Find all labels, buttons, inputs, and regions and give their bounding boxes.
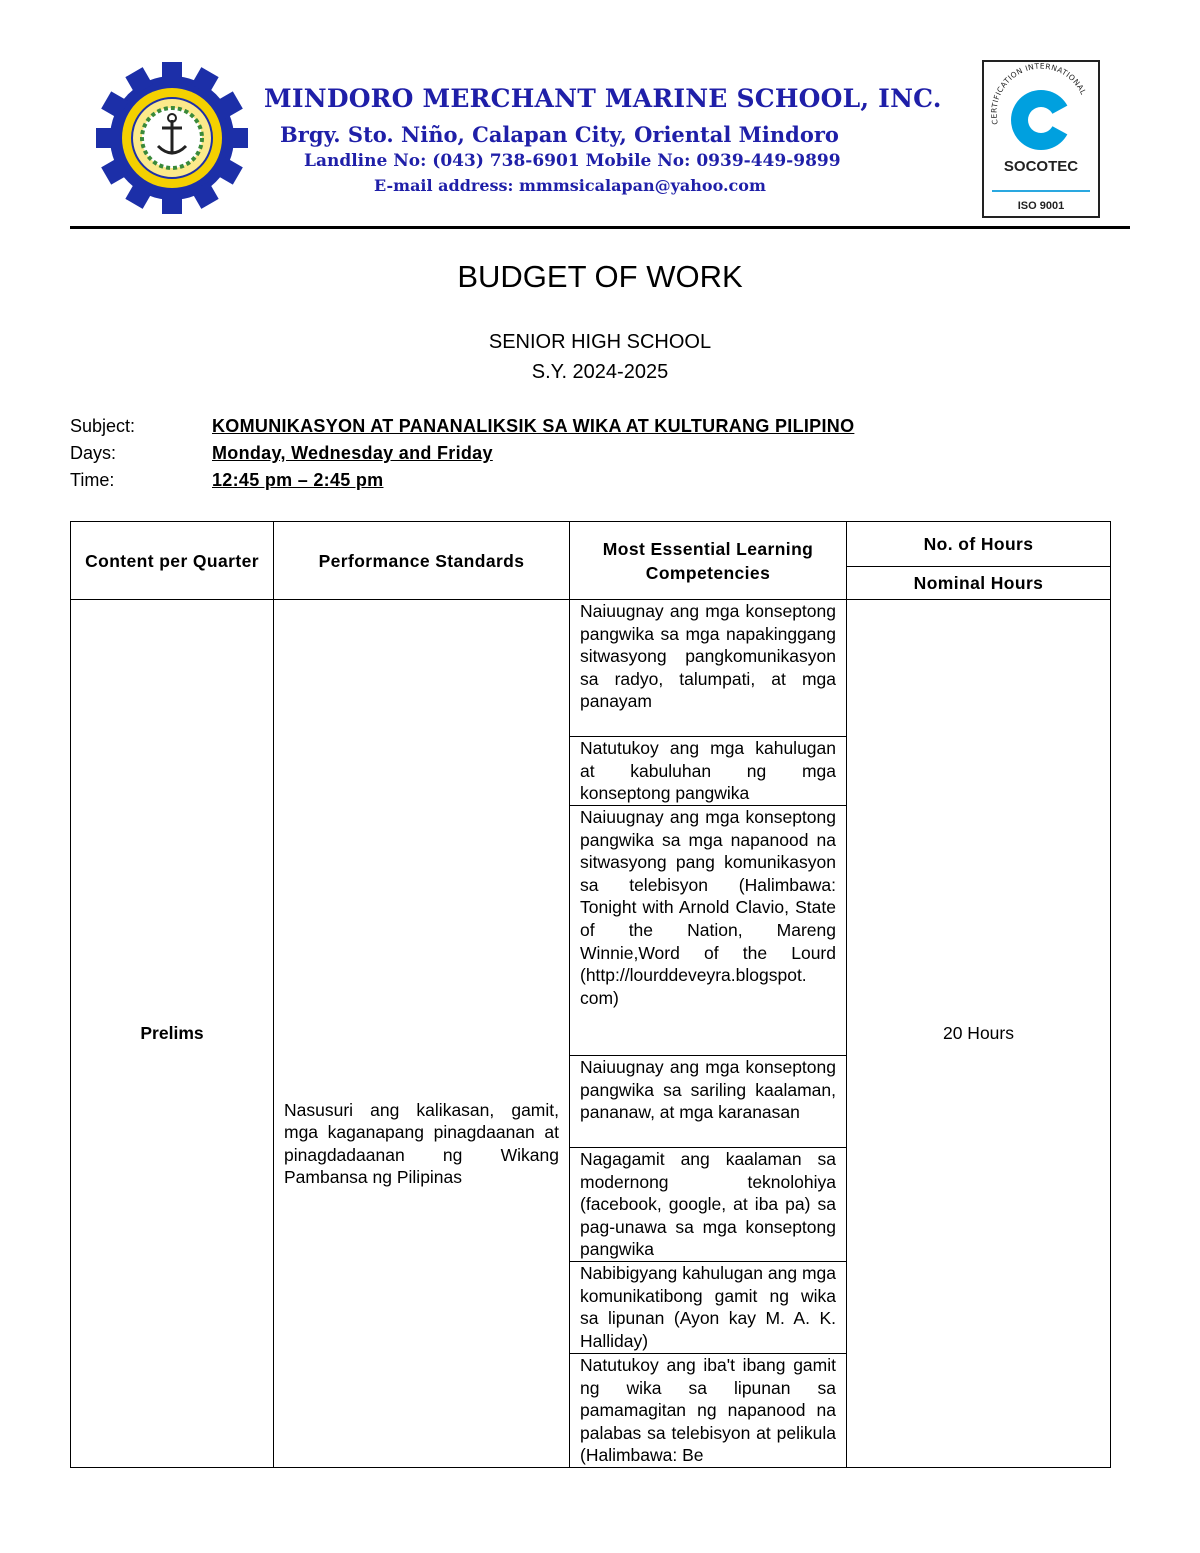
school-name: MINDORO MERCHANT MARINE SCHOOL, INC.: [264, 84, 942, 113]
time-value: 12:45 pm – 2:45 pm: [212, 470, 384, 490]
competency-cell: [570, 1262, 847, 1354]
header-competencies: Most Essential Learning Competencies: [570, 522, 847, 600]
competency-text: Natutukoy ang mga kahulugan at kabuluhan ng mga konseptong pangwika: [580, 738, 836, 804]
hours-cell: 20 Hours: [847, 600, 1111, 1468]
content-quarter-cell: Prelims: [71, 600, 274, 1468]
performance-standard-text: Nasusuri ang kalikasan, gamit, mga kaganapang pinagdaanan at pinagdadaanan ng Wikang Pambansa ng Pilipinas: [284, 1099, 559, 1187]
competency-text: Naiuugnay ang mga konseptong pangwika sa mga napakinggang sitwasyong pangkomunikasyon sa radyo, talumpati, at mga panayam: [580, 601, 836, 712]
competency-cell: [570, 806, 847, 1056]
socotec-logo-icon: [984, 62, 1098, 216]
time-label: Time:: [70, 470, 115, 490]
competency-cell: [570, 1148, 847, 1262]
competency-text: Naiuugnay ang mga konseptong pangwika sa mga napanood na sitwasyong pang komunikasyon sa telebisyon (Halimbawa: Tonight with Arnold Clavio, State of the Nation, Mareng Winnie,Word of the Lourd (http://lourddeveyra.blogspot. com): [580, 807, 836, 1008]
cert-arc-text: CERTIFICATION INTERNATIONAL: [989, 62, 1089, 126]
competency-text: Naiuugnay ang mga konseptong pangwika sa sariling kaalaman, pananaw, at mga karanasan: [580, 1057, 836, 1123]
days-value: Monday, Wednesday and Friday: [212, 443, 493, 463]
certification-badge: [982, 60, 1100, 218]
header-rule: [70, 226, 1130, 229]
school-phone: Landline No: (043) 738-6901 Mobile No: 0939-449-9899: [304, 151, 841, 171]
school-logo: [96, 62, 248, 214]
header-performance: Performance Standards: [274, 522, 570, 600]
competency-text: Nabibigyang kahulugan ang mga komunikatibong gamit ng wika sa lipunan (Ayon kay M. A. K. Halliday): [580, 1263, 836, 1351]
cert-divider: [992, 190, 1090, 192]
document-level: SENIOR HIGH SCHOOL: [488, 331, 712, 353]
subject-label: Subject:: [70, 416, 136, 436]
performance-standard-cell: [274, 600, 570, 1468]
header-nominal: Nominal Hours: [847, 567, 1111, 600]
competency-text: Natutukoy ang iba't ibang gamit ng wika sa lipunan sa pamamagitan ng napanood na palabas sa telebisyon at pelikula (Halimbawa: Be: [580, 1355, 836, 1466]
subject-value: KOMUNIKASYON AT PANANALIKSIK SA WIKA AT KULTURANG PILIPINO: [212, 416, 855, 436]
cert-standard: ISO 9001: [1017, 200, 1065, 212]
competency-cell: [570, 737, 847, 806]
school-email: E-mail address: mmmsicalapan@yahoo.com: [374, 176, 766, 195]
competency-cell: [570, 1354, 847, 1468]
days-label: Days:: [70, 443, 117, 463]
competency-cell: [570, 600, 847, 737]
competency-text: Nagagamit ang kaalaman sa modernong teknolohiya (facebook, google, at iba pa) sa pag-unawa sa mga konseptong pangwika: [580, 1149, 836, 1260]
header-content: Content per Quarter: [71, 522, 274, 600]
school-year: S.Y. 2024-2025: [531, 361, 669, 383]
school-address: Brgy. Sto. Niño, Calapan City, Oriental Mindoro: [280, 122, 839, 147]
header-hours: No. of Hours: [847, 522, 1111, 567]
document-title: BUDGET OF WORK: [457, 259, 743, 294]
budget-table: [70, 521, 1111, 1468]
cert-name: SOCOTEC: [1003, 158, 1079, 175]
competency-cell: [570, 1056, 847, 1148]
